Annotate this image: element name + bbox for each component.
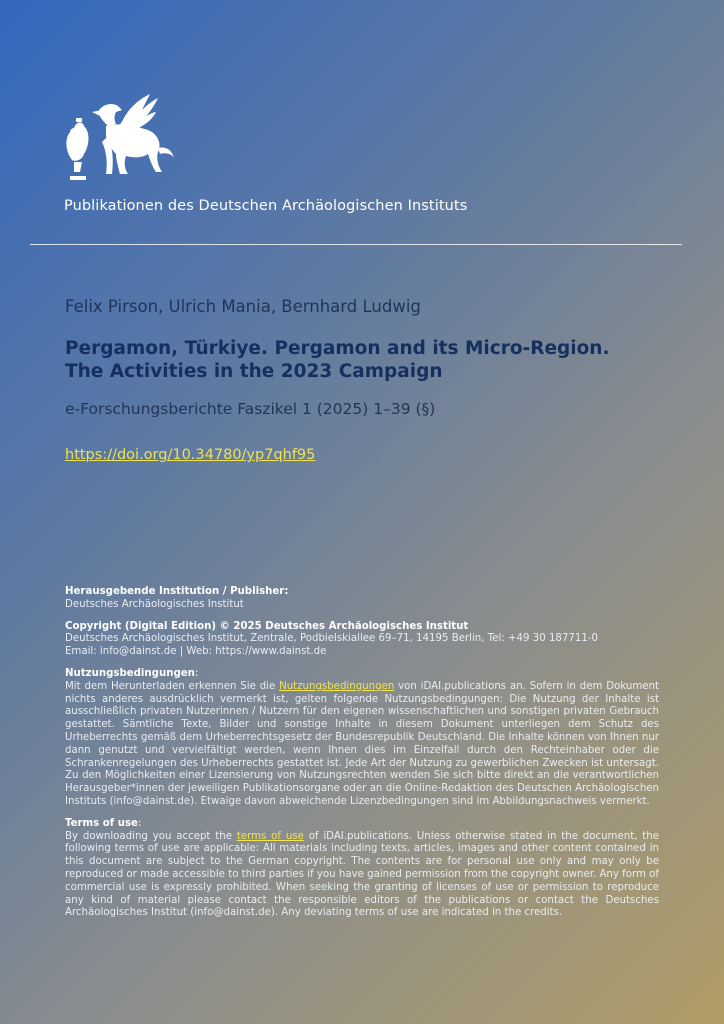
copyright-address: Deutsches Archäologisches Institut, Zentrale, Podbielskiallee 69–71, 14195 Berlin, Tel: +49 30 187711-0 <box>65 633 598 645</box>
copyright-heading: Copyright (Digital Edition) © 2025 Deutsches Archäologisches Institut <box>65 620 469 632</box>
terms-de-heading: Nutzungsbedingungen: <box>65 667 199 679</box>
terms-en-link[interactable]: terms of use <box>236 830 304 842</box>
publisher-name: Deutsches Archäologisches Institut <box>65 598 244 610</box>
terms-en-before: By downloading you accept the <box>65 830 237 842</box>
terms-de-block <box>65 668 659 809</box>
terms-en-heading-text: Terms of use <box>65 817 138 829</box>
series-title: Publikationen des Deutschen Archäologischen Instituts <box>64 198 468 214</box>
publisher-block <box>65 586 659 612</box>
footer-info <box>65 586 659 929</box>
doi-link[interactable]: https://doi.org/10.34780/yp7qhf95 <box>65 447 316 463</box>
divider <box>30 244 682 245</box>
copyright-contact: Email: info@dainst.de | Web: https://www.dainst.de <box>65 646 327 658</box>
terms-en-text <box>65 831 659 921</box>
title-line-1: Pergamon, Türkiye. Pergamon and its Micro-Region. <box>65 338 610 359</box>
publisher-heading: Herausgebende Institution / Publisher: <box>65 586 289 597</box>
terms-de-heading-text: Nutzungsbedingungen <box>65 667 195 679</box>
terms-en-block <box>65 818 659 920</box>
copyright-block <box>65 621 659 659</box>
authors: Felix Pirson, Ulrich Mania, Bernhard Ludwig <box>65 297 421 316</box>
terms-de-text <box>65 681 659 809</box>
terms-de-after: von iDAI.publications an. Sofern in dem Dokument nichts anderes ausdrücklich vermerkt ist, gelten folgende Nutzungsbedingungen: Die Nutzung der Inhalte ist ausschließlich privaten Nutzerinnen / Nutzern für den eigenen wissenschaftlichen und sonstigen privaten Gebrauch gestattet. Sämtliche Texte, Bilder und sonstige Inhalte in diesem Dokument unterliegen dem Schutz des Urheberrechts gemäß dem Urheberrechtsgesetz der Bundesrepublik Deutschland. Die Inhalte können von Ihnen nur dann genutzt und vervielfältigt werden, wenn Ihnen dies im Einzelfall durch den Rechteinhaber oder die Schrankenregelungen des Urheberrechts gestattet ist. Jede Art der Nutzung zu gewerblichen Zwecken ist untersagt. Zu den Möglichkeiten einer Lizensierung von Nutzungsrechten wenden Sie sich bitte direkt an die verantwortlichen Herausgeber*innen der jeweiligen Publikationsorgane oder an die Online-Redaktion des Deutschen Archäologischen Instituts (info@dainst.de). Etwaige davon abweichende Lizenzbedingungen sind im Abbildungsnachweis vermerkt. <box>65 680 659 807</box>
terms-en-heading: Terms of use: <box>65 817 142 829</box>
griffin-logo-icon <box>62 92 180 184</box>
article-title <box>65 337 665 383</box>
fascicle-citation: e-Forschungsberichte Faszikel 1 (2025) 1–39 (§) <box>65 400 436 418</box>
terms-de-before: Mit dem Herunterladen erkennen Sie die <box>65 680 280 692</box>
terms-en-after: of iDAI.publications. Unless otherwise stated in the document, the following terms of use are applicable: All materials including texts, articles, images and other content contained in this document are subject to the German copyright. The contents are for personal use only and may only be reproduced or made accessible to third parties if you have gained permission from the copyright owner. Any form of commercial use is expressly prohibited. When seeking the granting of licenses of use or permission to reproduce any kind of material please contact the responsible editors of the publications or contact the Deutsches Archäologisches Institut (info@dainst.de). Any deviating terms of use are indicated in the credits. <box>65 830 659 919</box>
title-line-2: The Activities in the 2023 Campaign <box>65 361 443 382</box>
terms-de-link[interactable]: Nutzungsbedingungen <box>279 680 395 692</box>
